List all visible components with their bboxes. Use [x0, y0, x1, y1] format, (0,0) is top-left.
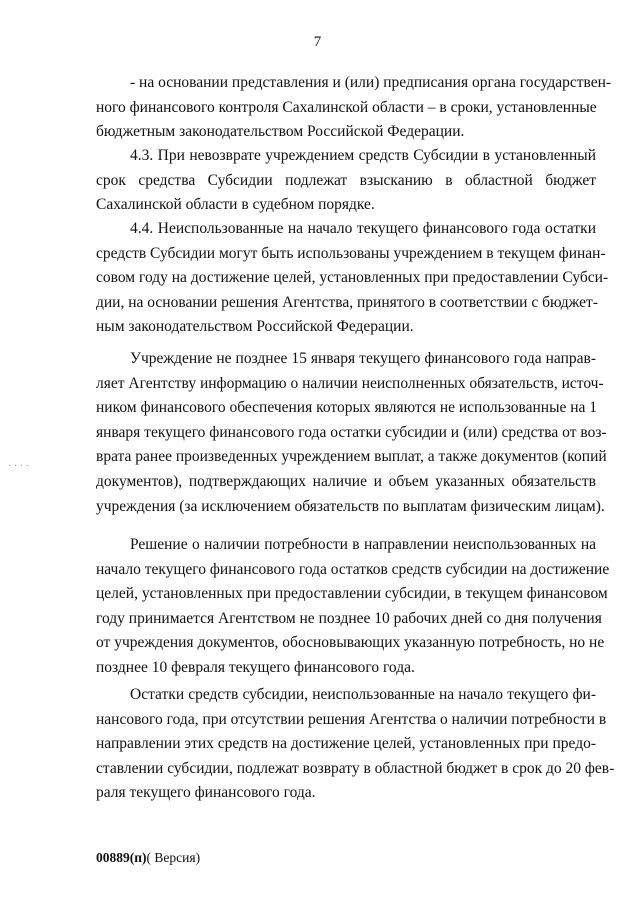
paragraph-line: от учреждения документов, обосновывающих указанную потребность, но не — [96, 634, 605, 652]
paragraph-line: января текущего финансового года остатки субсидии и (или) средства от воз- — [96, 423, 607, 441]
paragraph-line: бюджетным законодательством Российской Федерации. — [96, 123, 465, 141]
paragraph-line: целей, установленных при предоставлении субсидии, в текущем финансовом — [96, 585, 608, 603]
document-footer — [96, 850, 200, 866]
paragraph-line: направлении этих средств на достижение целей, установленных при предо- — [96, 735, 596, 753]
paragraph-line: начало текущего финансового года остатков средств субсидии на достижение — [96, 560, 610, 578]
page-number: 7 — [313, 34, 322, 50]
paragraph-line: Решение о наличии потребности в направлении неиспользованных на — [130, 536, 596, 553]
paragraph-line: нансового года, при отсутствии решения Агентства о наличии потребности в — [96, 710, 607, 728]
scan-artifact: · · · · — [8, 461, 29, 472]
paragraph-line: ляет Агентству информацию о наличии неисполненных обязательств, источ- — [96, 374, 604, 392]
paragraph-line: - на основании представления и (или) предписания органа государствен- — [130, 74, 612, 91]
document-version: ( Версия) — [146, 850, 201, 865]
paragraph-line: 4.4. Неиспользованные на начало текущего финансового года остатки — [130, 220, 596, 237]
paragraph-line: ставлении субсидии, подлежат возврату в областной бюджет в срок до 20 фев- — [96, 759, 615, 777]
paragraph-line: Остатки средств субсидии, неиспользованные на начало текущего фи- — [130, 686, 596, 703]
paragraph-line: ным законодательством Российской Федерации. — [96, 318, 414, 336]
paragraph-line: ного финансового контроля Сахалинской области – в сроки, установленные — [96, 98, 597, 116]
paragraph-line: совом году на достижение целей, установленных при предоставлении Субси- — [96, 269, 609, 287]
paragraph-line: дии, на основании решения Агентства, принятого в соответствии с бюджет- — [96, 293, 598, 311]
paragraph-line: Сахалинской области в судебном порядке. — [96, 196, 375, 214]
document-code: 00889(п) — [96, 850, 147, 865]
paragraph-line: году принимается Агентством не позднее 10 рабочих дней со дня получения — [96, 609, 602, 627]
paragraph-line: срок средства Субсидии подлежат взысканию в областной бюджет — [96, 171, 596, 189]
paragraph-line: раля текущего финансового года. — [96, 784, 316, 802]
paragraph-line: средств Субсидии могут быть использованы учреждением в текущем финан- — [96, 244, 606, 262]
paragraph-line: 4.3. При невозврате учреждением средств Субсидии в установленный — [130, 147, 596, 164]
paragraph-line: Учреждение не позднее 15 января текущего финансового года направ- — [130, 350, 596, 367]
paragraph-line: позднее 10 февраля текущего финансового года. — [96, 659, 415, 676]
paragraph-line: учреждения (за исключением обязательств по выплатам физическим лицам). — [96, 497, 605, 515]
paragraph-line: врата ранее произведенных учреждением выплат, а также документов (копий — [96, 448, 607, 466]
paragraph-line: ником финансового обеспечения которых являются не использованные на 1 — [96, 399, 598, 417]
paragraph-line: документов), подтверждающих наличие и объем указанных обязательств — [96, 473, 596, 490]
